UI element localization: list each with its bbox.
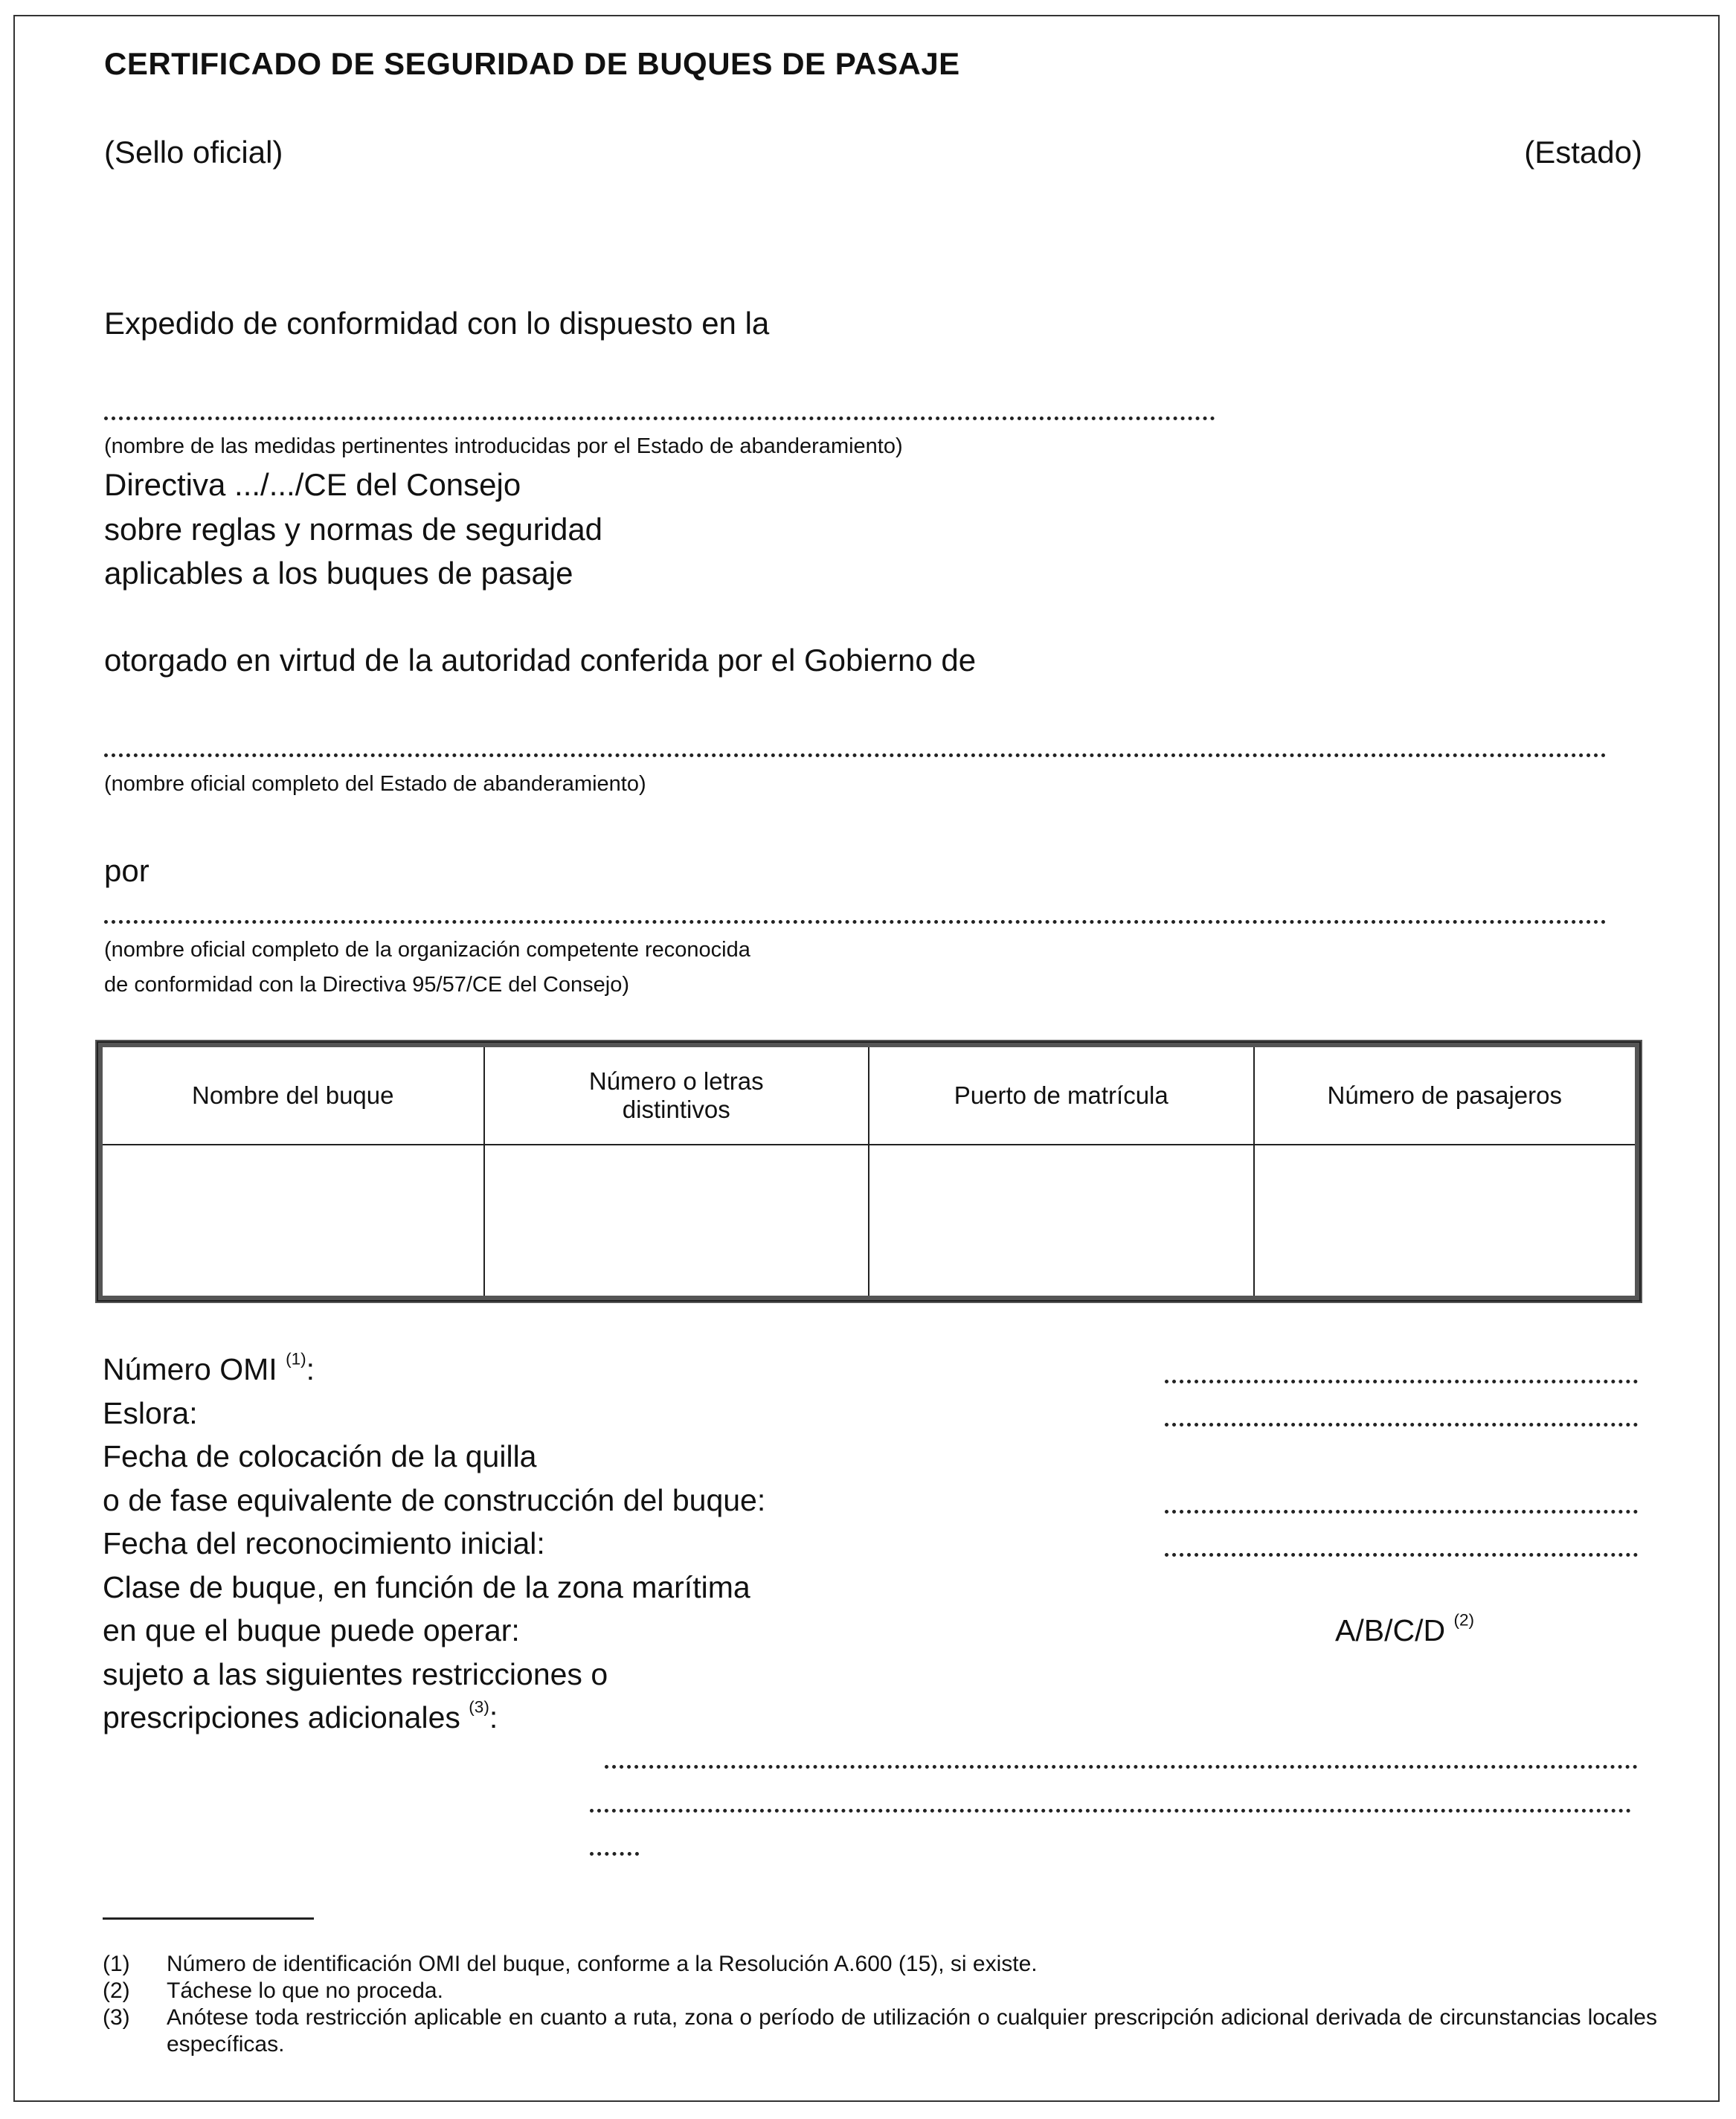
ship-details-table [95,1040,1642,1303]
certificate-title: CERTIFICADO DE SEGURIDAD DE BUQUES DE PASAJE [104,46,960,81]
keel-date-label-line-2: o de fase equivalente de construcción del buque: [103,1483,766,1517]
footnote-2 [103,1978,1657,2004]
length-dotted-line[interactable] [1165,1423,1638,1427]
footnote-ref-1: (1) [286,1349,306,1369]
column-header-distinctive-number: Número o letras distintivos [484,1044,869,1145]
state-label: (Estado) [1524,135,1642,170]
imo-number-text: Número OMI [103,1352,277,1386]
footnote-number: (3) [103,2005,130,2030]
directive-line-3: aplicables a los buques de pasaje [104,556,573,591]
organization-caption-line-1: (nombre oficial completo de la organización competente reconocida [104,938,750,962]
imo-number-dotted-line[interactable] [1165,1380,1638,1383]
state-dotted-line [104,753,1607,757]
footnote-ref-2: (2) [1453,1610,1475,1630]
ship-class-value [1335,1609,1474,1652]
initial-survey-dotted-line[interactable] [1165,1553,1638,1557]
restrictions-label-line-1: sujeto a las siguientes restricciones o [103,1657,608,1691]
measures-dotted-line [104,417,1215,420]
footnote-separator [103,1917,314,1920]
port-of-registry-cell[interactable] [869,1145,1254,1299]
issued-intro: Expedido de conformidad con lo dispuesto en la [104,306,770,341]
footnote-1 [103,1951,1657,1978]
keel-date-dotted-line[interactable] [1165,1510,1638,1514]
passenger-count-cell[interactable] [1254,1145,1639,1299]
length-label: Eslora: [103,1396,198,1430]
ship-name-cell[interactable] [99,1145,484,1299]
column-header-port-of-registry: Puerto de matrícula [869,1044,1254,1145]
footnote-3 [103,2004,1657,2058]
footnote-text: Número de identificación OMI del buque, conforme a la Resolución A.600 (15), si existe. [167,1952,1038,1976]
organization-caption-line-2: de conformidad con la Directiva 95/57/CE del Consejo) [104,973,630,997]
column-header-passenger-count: Número de pasajeros [1254,1044,1639,1145]
restrictions-dotted-line-3[interactable] [590,1852,639,1856]
organization-dotted-line [104,920,1607,924]
initial-survey-label: Fecha del reconocimiento inicial: [103,1526,545,1560]
directive-line-1: Directiva .../.../CE del Consejo [104,467,521,502]
footnote-number: (2) [103,1978,130,2003]
restrictions-dotted-line-1[interactable] [605,1765,1638,1769]
column-header-ship-name: Nombre del buque [99,1044,484,1145]
table-header-row [99,1044,1639,1145]
directive-line-2: sobre reglas y normas de seguridad [104,512,603,547]
keel-date-label-line-1: Fecha de colocación de la quilla [103,1439,537,1473]
restrictions-text: prescripciones adicionales [103,1700,460,1734]
footnote-text: Anótese toda restricción aplicable en cuanto a ruta, zona o período de utilización o cualquier prescripción adicional derivada de circunstancias locales específicas. [167,2005,1657,2057]
footnote-ref-3: (3) [469,1697,489,1717]
ship-class-label-line-1: Clase de buque, en función de la zona marítima [103,1570,750,1604]
restrictions-label-line-2: prescripciones adicionales $^{(3)}$: [103,1697,498,1734]
distinctive-number-cell[interactable] [484,1145,869,1299]
restrictions-dotted-line-2[interactable] [590,1809,1631,1813]
ship-class-options: A/B/C/D [1335,1613,1446,1647]
footnote-text: Táchese lo que no proceda. [167,1978,443,2003]
authority-text: otorgado en virtud de la autoridad conferida por el Gobierno de [104,643,977,678]
measures-caption: (nombre de las medidas pertinentes introducidas por el Estado de abanderamiento) [104,434,903,458]
by-label: por [104,853,150,888]
table-row [99,1145,1639,1299]
state-caption: (nombre oficial completo del Estado de abanderamiento) [104,772,646,796]
ship-class-label-line-2: en que el buque puede operar: [103,1613,520,1647]
seal-label: (Sello oficial) [104,135,283,170]
footnote-number: (1) [103,1952,130,1976]
imo-number-label: Número OMI $^{(1)}$: [103,1349,315,1386]
